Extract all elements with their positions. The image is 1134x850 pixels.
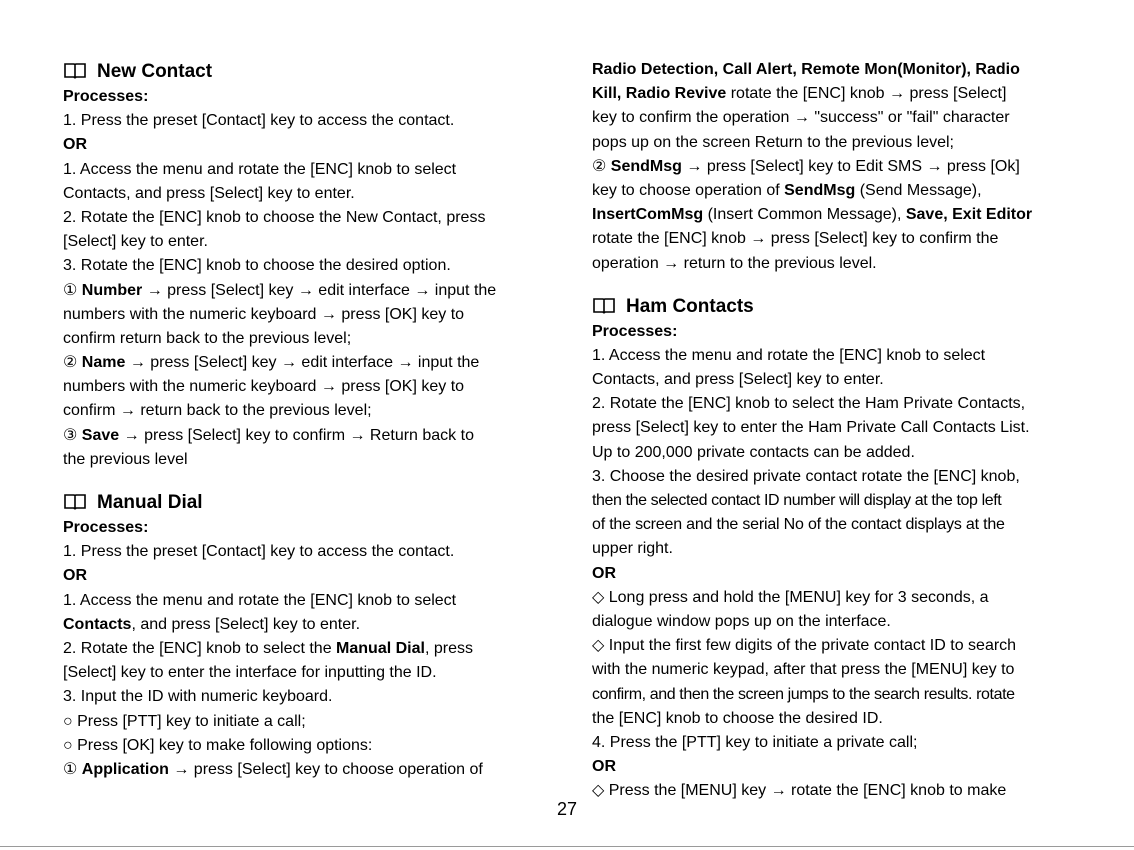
text-line: upper right. bbox=[592, 540, 673, 558]
text-line: ○ Press [OK] key to make following options: bbox=[63, 736, 373, 754]
or-label: OR bbox=[63, 136, 87, 154]
text-line: numbers with the numeric keyboard → press [OK] key to bbox=[63, 378, 465, 396]
section-heading-new-contact: New Contact bbox=[63, 59, 553, 85]
text-line: ◇ Press the [MENU] key → rotate the [ENC] knob to make bbox=[592, 782, 1007, 800]
right-column bbox=[592, 56, 1082, 803]
text-line: 3. Choose the desired private contact rotate the [ENC] knob, bbox=[592, 467, 1020, 485]
text-line: then the selected contact ID number will display at the top left bbox=[592, 492, 1002, 509]
text-line: 2. Rotate the [ENC] knob to choose the New Contact, press bbox=[63, 208, 486, 226]
book-icon bbox=[63, 62, 87, 79]
page-number: 27 bbox=[556, 799, 578, 819]
processes-label: Processes: bbox=[592, 322, 678, 340]
text-line: ② SendMsg → press [Select] key to Edit SMS → press [Ok] bbox=[592, 157, 1020, 175]
text-line: key to choose operation of SendMsg (Send Message), bbox=[592, 181, 982, 199]
or-label: OR bbox=[63, 567, 87, 585]
text-line: confirm, and then the screen jumps to the search results. rotate bbox=[592, 685, 1015, 703]
text-line: ① Application → press [Select] key to choose operation of bbox=[63, 760, 483, 778]
text-line: with the numeric keypad, after that press the [MENU] key to bbox=[592, 661, 1015, 679]
text-line: 1. Access the menu and rotate the [ENC] knob to select bbox=[63, 591, 457, 609]
text-line: 2. Rotate the [ENC] knob to select the Manual Dial, press bbox=[63, 639, 473, 657]
processes-label: Processes: bbox=[63, 88, 149, 105]
text-line: ◇ Input the first few digits of the private contact ID to search bbox=[592, 637, 1017, 655]
text-line: Contacts, and press [Select] key to enter. bbox=[63, 615, 361, 633]
text-line: ③ Save → press [Select] key to confirm → Return back to bbox=[63, 426, 474, 444]
text-line: InsertComMsg (Insert Common Message), Save, Exit Editor bbox=[592, 206, 1033, 224]
text-line: 1. Access the menu and rotate the [ENC] knob to select bbox=[592, 346, 986, 364]
text-line: confirm return back to the previous level; bbox=[63, 329, 352, 347]
text-line: confirm → return back to the previous level; bbox=[63, 402, 372, 420]
text-line: 1. Access the menu and rotate the [ENC] knob to select bbox=[63, 160, 457, 178]
text-line: [Select] key to enter the interface for inputting the ID. bbox=[63, 664, 437, 682]
text-line: 1. Press the preset [Contact] key to access the contact. bbox=[63, 112, 455, 130]
bottom-divider bbox=[0, 846, 1134, 847]
or-label: OR bbox=[592, 564, 616, 582]
text-line: the previous level bbox=[63, 450, 188, 468]
processes-label: Processes: bbox=[63, 519, 149, 536]
text-line: ◇ Long press and hold the [MENU] key for 3 seconds, a bbox=[592, 588, 989, 606]
text-line: Kill, Radio Revive rotate the [ENC] knob → press [Select] bbox=[592, 85, 1007, 103]
text-line: [Select] key to enter. bbox=[63, 233, 208, 251]
text-line: ① Number → press [Select] key → edit interface → input the bbox=[63, 281, 497, 299]
text-line: 1. Press the preset [Contact] key to access the contact. bbox=[63, 543, 455, 561]
text-line: 3. Input the ID with numeric keyboard. bbox=[63, 688, 333, 706]
text-line: rotate the [ENC] knob → press [Select] key to confirm the bbox=[592, 230, 999, 248]
text-line: 3. Rotate the [ENC] knob to choose the desired option. bbox=[63, 257, 451, 275]
text-line: ② Name → press [Select] key → edit interface → input the bbox=[63, 354, 480, 372]
text-line: operation → return to the previous level. bbox=[592, 254, 877, 272]
text-line: 2. Rotate the [ENC] knob to select the Ham Private Contacts, bbox=[592, 395, 1026, 413]
text-line: of the screen and the serial No of the contact displays at the bbox=[592, 516, 1005, 534]
left-column bbox=[63, 56, 553, 782]
text-line: Contacts, and press [Select] key to enter. bbox=[63, 184, 355, 202]
text-line: key to confirm the operation → "success" or "fail" character bbox=[592, 109, 1010, 127]
text-line: numbers with the numeric keyboard → press [OK] key to bbox=[63, 305, 465, 323]
book-icon bbox=[63, 493, 87, 510]
text-line: 4. Press the [PTT] key to initiate a private call; bbox=[592, 733, 918, 751]
text-line: press [Select] key to enter the Ham Private Call Contacts List. bbox=[592, 419, 1030, 437]
text-line: pops up on the screen Return to the previous level; bbox=[592, 133, 954, 151]
text-line: Up to 200,000 private contacts can be added. bbox=[592, 443, 915, 461]
section-heading-ham-contacts: Ham Contacts bbox=[592, 294, 1082, 320]
text-line: Contacts, and press [Select] key to enter. bbox=[592, 371, 884, 389]
text-line: Radio Detection, Call Alert, Remote Mon(Monitor), Radio bbox=[592, 61, 1020, 78]
or-label: OR bbox=[592, 758, 616, 776]
book-icon bbox=[592, 297, 616, 314]
section-heading-manual-dial: Manual Dial bbox=[63, 490, 553, 516]
text-line: dialogue window pops up on the interface. bbox=[592, 612, 891, 630]
text-line: the [ENC] knob to choose the desired ID. bbox=[592, 709, 883, 727]
text-line: ○ Press [PTT] key to initiate a call; bbox=[63, 712, 306, 730]
